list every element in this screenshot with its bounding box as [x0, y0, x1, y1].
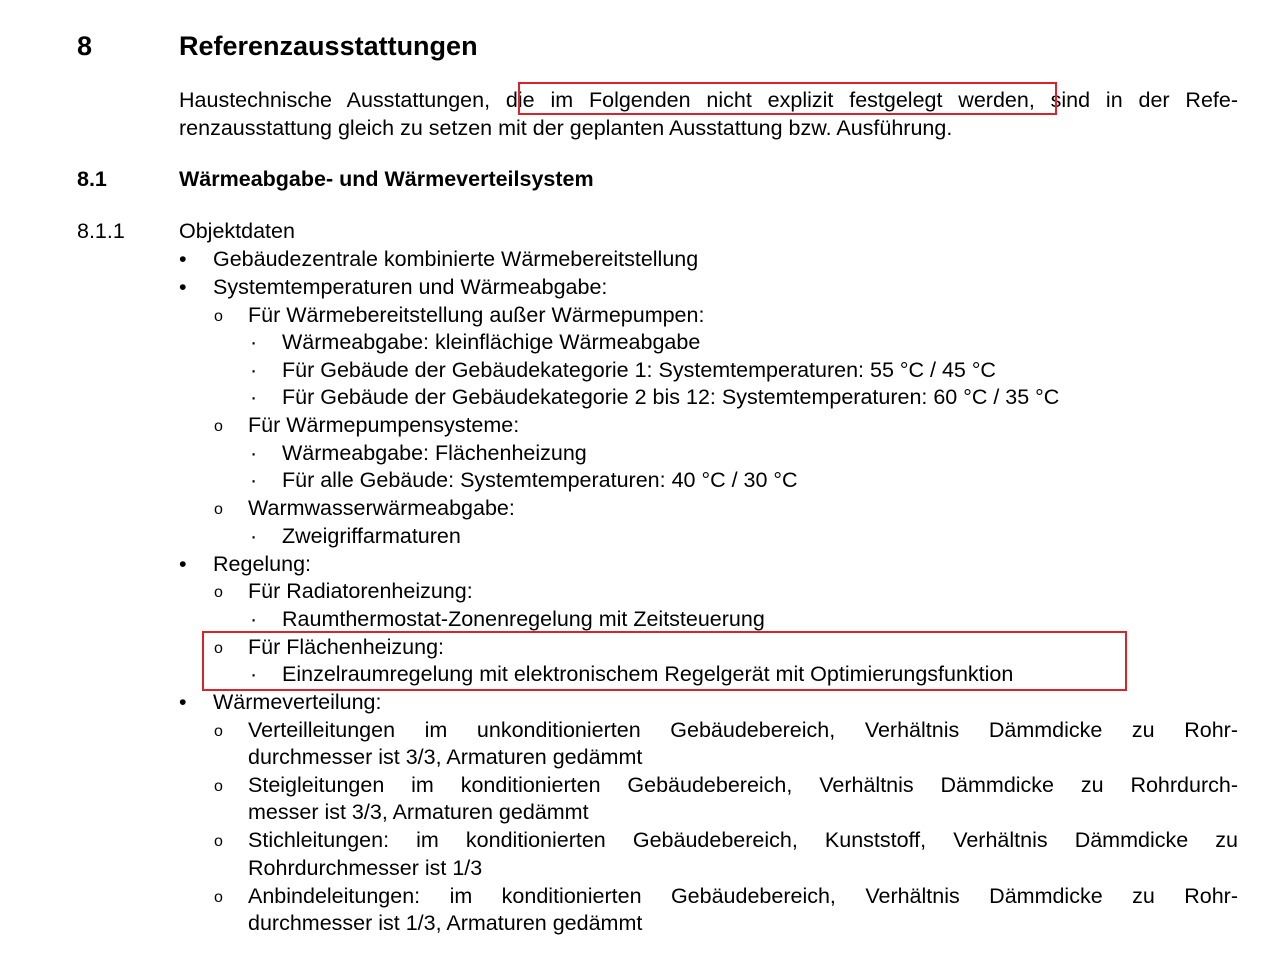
list-item-text: Rohrdurchmesser ist 1/3 [248, 856, 483, 880]
bullet-dot: • [179, 247, 187, 271]
list-item-text: Einzelraumregelung mit elektronischem Regelgerät mit Optimierungsfunktion [282, 662, 1014, 686]
list-item-text: Systemtemperaturen und Wärmeabgabe: [213, 275, 608, 299]
list-item-text: messer ist 3/3, Armaturen gedämmt [248, 800, 589, 824]
bullet-small-dot: · [250, 358, 258, 382]
bullet-dot: • [179, 552, 187, 576]
list-item-text: Wärmeabgabe: Flächenheizung [282, 441, 587, 465]
subsection-number: 8.1 [77, 167, 107, 191]
list-item-text: Regelung: [213, 552, 312, 576]
subsubsection-title: Objektdaten [179, 219, 295, 243]
highlight-box-flaechenheizung [202, 631, 1127, 691]
section-number: 8 [77, 31, 93, 61]
list-item-text: Wärmeabgabe: kleinflächige Wärmeabgabe [282, 330, 701, 354]
list-item-text: Wärmeverteilung: [213, 690, 382, 714]
bullet-circle: o [214, 584, 223, 601]
subsubsection-number: 8.1.1 [77, 219, 125, 243]
bullet-small-dot: · [250, 662, 258, 686]
intro-highlight: die im Folgenden nicht explizit festgelegt werden, [505, 88, 1035, 112]
list-item-text: Zweigriffarmaturen [282, 524, 461, 548]
bullet-circle: o [214, 418, 223, 435]
list-item-text: Stichleitungen: im konditionierten Gebäudebereich, Kunststoff, Verhältnis Dämmdicke zu [248, 828, 1238, 852]
bullet-circle: o [214, 501, 223, 518]
bullet-circle: o [214, 308, 223, 325]
list-item-text: Für Gebäude der Gebäudekategorie 2 bis 12: Systemtemperaturen: 60 °C / 35 °C [282, 385, 1060, 409]
list-item-text: durchmesser ist 3/3, Armaturen gedämmt [248, 745, 643, 769]
list-item-text: Steigleitungen im konditionierten Gebäudebereich, Verhältnis Dämmdicke zu Rohrdurch- [248, 773, 1238, 797]
bullet-circle: o [214, 833, 223, 850]
list-item-text: Für alle Gebäude: Systemtemperaturen: 40 °C / 30 °C [282, 468, 798, 492]
list-item-text: Für Gebäude der Gebäudekategorie 1: Systemtemperaturen: 55 °C / 45 °C [282, 358, 996, 382]
bullet-dot: • [179, 275, 187, 299]
highlight-box-intro [518, 82, 1057, 115]
bullet-small-dot: · [250, 330, 258, 354]
list-item-text: Für Radiatorenheizung: [248, 579, 473, 603]
bullet-circle: o [214, 723, 223, 740]
list-item-text: Gebäudezentrale kombinierte Wärmebereitstellung [213, 247, 699, 271]
bullet-small-dot: · [250, 607, 258, 631]
bullet-circle: o [214, 778, 223, 795]
intro-line-2: renzausstattung gleich zu setzen mit der geplanten Ausstattung bzw. Ausführung. [179, 116, 953, 140]
subsection-title: Wärmeabgabe- und Wärmeverteilsystem [179, 167, 594, 191]
list-item-text: Raumthermostat-Zonenregelung mit Zeitsteuerung [282, 607, 765, 631]
section-title: Referenzausstattungen [179, 31, 478, 61]
bullet-small-dot: · [250, 468, 258, 492]
intro-text-before: Haustechnische Ausstattungen, [179, 88, 491, 112]
list-item-text: Verteilleitungen im unkonditionierten Gebäudebereich, Verhältnis Dämmdicke zu Rohr- [248, 718, 1238, 742]
bullet-dot: • [179, 690, 187, 714]
intro-text-after: sind in der Refe- [1050, 88, 1238, 112]
bullet-small-dot: · [250, 385, 258, 409]
list-item-text: durchmesser ist 1/3, Armaturen gedämmt [248, 911, 643, 935]
bullet-small-dot: · [250, 524, 258, 548]
list-item-text: Für Flächenheizung: [248, 635, 444, 659]
bullet-small-dot: · [250, 441, 258, 465]
list-item-text: Für Wärmebereitstellung außer Wärmepumpen: [248, 303, 705, 327]
list-item-text: Anbindeleitungen: im konditionierten Gebäudebereich, Verhältnis Dämmdicke zu Rohr- [248, 884, 1238, 908]
list-item-text: Für Wärmepumpensysteme: [248, 413, 520, 437]
bullet-circle: o [214, 889, 223, 906]
list-item-text: Warmwasserwärmeabgabe: [248, 496, 515, 520]
bullet-circle: o [214, 640, 223, 657]
